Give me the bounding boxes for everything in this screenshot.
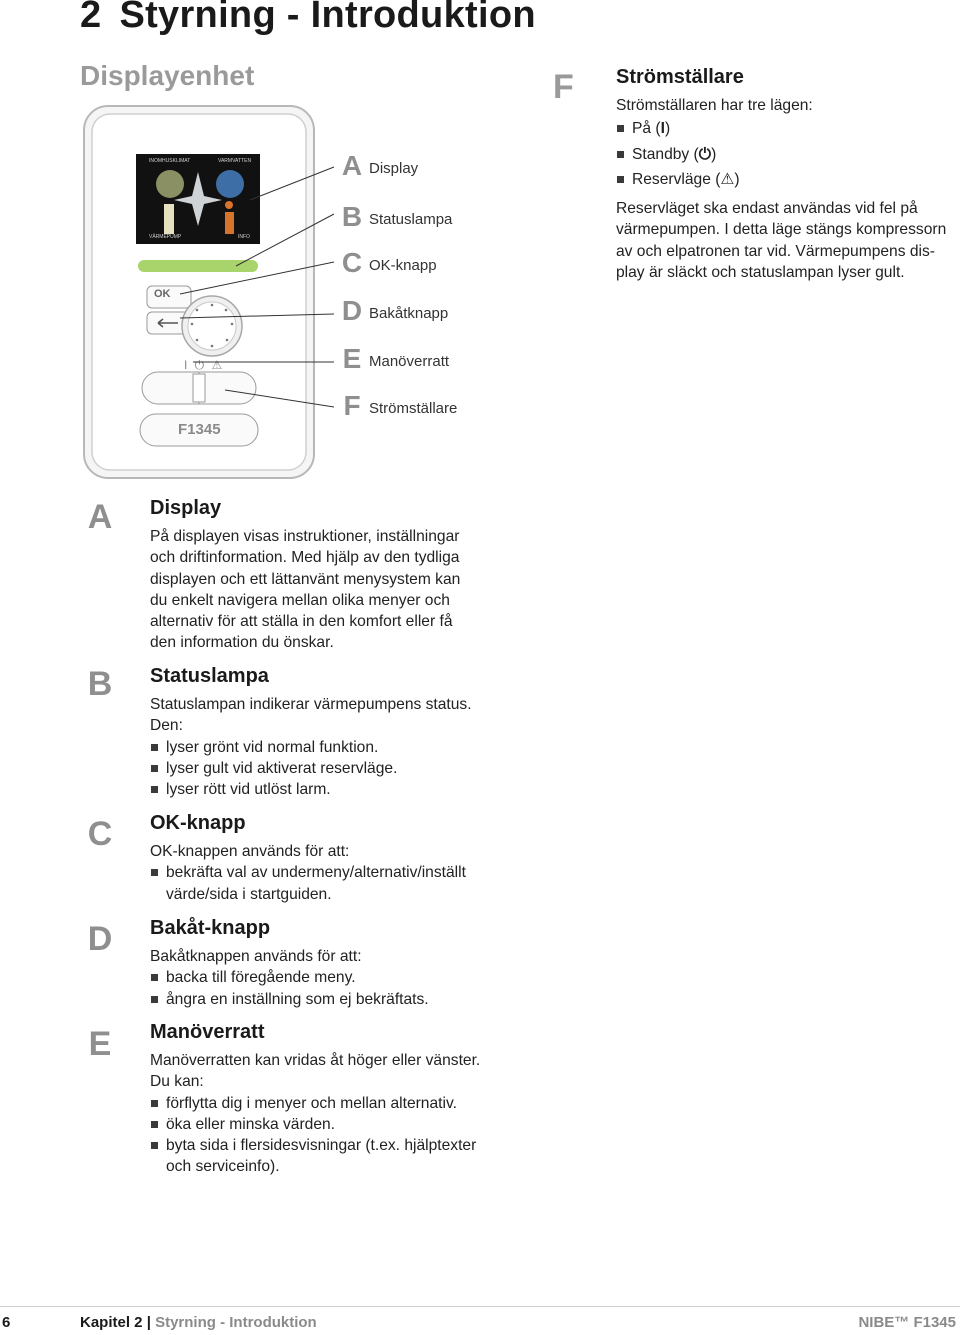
section-letter-b: B [87, 665, 113, 703]
footer-brand: NIBE™ F1345 [858, 1314, 956, 1331]
section-body-status-lamp: Statuslampan indikerar värmepumpens status. Den: lyser grönt vid normal funktion. lyser gult vid aktiverat reservläge. lyser rött vid utlöst larm. [150, 694, 510, 800]
callout-letter-c: C [341, 247, 363, 278]
list-item: öka eller minska värden. [150, 1114, 500, 1135]
section-title-ok-button: OK-knapp [150, 812, 246, 834]
callout-label-a: Display [369, 160, 419, 177]
list-item: lyser rött vid utlöst larm. [150, 779, 510, 800]
screen-label-heatpump: VÄRMEPUMP [149, 234, 182, 240]
list-item: lyser gult vid aktiverat reservläge. [150, 758, 510, 779]
callout-letter-d: D [341, 295, 363, 326]
chapter-number: 2 [80, 0, 102, 36]
section-status-lamp [150, 665, 510, 800]
section-letter-e: E [88, 1025, 112, 1063]
switch-mode-on: På (I) [616, 118, 956, 139]
callout-letter-a: A [341, 150, 363, 181]
switch-paragraph: Reservläget ska endast användas vid fel på värmepumpen. I detta läge stängs kompressorn av och elpatronen tar vid. Värmepumpens dis- play är släckt och statuslampan lyser gult. [616, 200, 947, 282]
section-body-display: På displayen visas instruktioner, inställningar och driftinformation. Med hjälp av den tydliga displayen och ett lättanvänt menysystem kan du enkelt navigera mellan olika menyer och alternativ för att ställa in den komfort eller få den information du önskar. [150, 528, 461, 652]
footer-chapter: Kapitel 2 | Styrning - Introduktion [80, 1314, 317, 1331]
section-letter-a: A [87, 498, 113, 536]
section-title-status-lamp: Statuslampa [150, 665, 269, 687]
section-display [150, 497, 510, 654]
switch-section-body [616, 95, 956, 283]
chapter-title: Styrning - Introduktion [119, 0, 536, 36]
list-item: lyser grönt vid normal funktion. [150, 737, 510, 758]
callout-letter-b: B [341, 201, 363, 232]
section-body-ok-button: OK-knappen används för att: bekräfta val av undermeny/alternativ/inställt värde/sida i startguiden. [150, 841, 500, 905]
list-item: bekräfta val av undermeny/alternativ/inställt värde/sida i startguiden. [150, 862, 500, 905]
callout-label-e: Manöverratt [369, 353, 450, 370]
list-item: backa till föregående meny. [150, 967, 510, 988]
switch-symbols: I ⏻ ⚠ [184, 358, 225, 372]
section-body-back-button: Bakåtknappen används för att: backa till föregående meny. ångra en inställning som ej bekräftats. [150, 946, 510, 1010]
switch-section-title: Strömställare [616, 66, 744, 88]
callout-label-f: Strömställare [369, 400, 458, 417]
list-item: ångra en inställning som ej bekräftats. [150, 989, 510, 1010]
screen-label-hotwater: VARMVATTEN [218, 158, 252, 164]
page-number: 6 [2, 1314, 11, 1331]
list-item: förflytta dig i menyer och mellan alternativ. [150, 1093, 500, 1114]
screen-label-info: INFO [238, 234, 250, 240]
section-letter-c: C [87, 815, 113, 853]
standby-icon: ⏻ [698, 145, 712, 163]
section-back-button [150, 917, 510, 1010]
callout-letter-e: E [342, 343, 362, 374]
section-ok-button [150, 812, 500, 905]
section-title: Displayenhet [80, 60, 255, 91]
switch-section-letter: F [553, 68, 574, 106]
screen-label-climate: INOMHUSKLIMAT [149, 158, 191, 164]
section-title-back-button: Bakåt-knapp [150, 917, 271, 939]
ok-button-label: OK [154, 288, 171, 300]
warning-icon: ⚠ [720, 170, 735, 188]
section-body-control-knob: Manöverratten kan vridas åt höger eller vänster. Du kan: förflytta dig i menyer och mellan alternativ. öka eller minska värden. byta sida i flersidesvisningar (t.ex. hjälptexter och serviceinfo). [150, 1050, 500, 1178]
callout-label-d: Bakåtknapp [369, 305, 449, 322]
model-label: F1345 [178, 421, 221, 438]
switch-intro: Strömställaren har tre lägen: [616, 97, 813, 114]
callout-letter-f: F [343, 390, 361, 421]
switch-mode-reserve: Reservläge (⚠) [616, 169, 956, 190]
callout-label-b: Statuslampa [369, 211, 453, 228]
section-title-display: Display [150, 497, 222, 519]
on-symbol: I [660, 120, 665, 138]
switch-mode-standby: Standby (⏻) [616, 144, 956, 165]
list-item: byta sida i flersidesvisningar (t.ex. hjälptexter och serviceinfo). [150, 1135, 500, 1178]
switch-modes-list [616, 118, 956, 190]
callout-label-c: OK-knapp [369, 257, 437, 274]
section-title-control-knob: Manöverratt [150, 1021, 265, 1043]
footer-divider [0, 1306, 960, 1307]
section-letter-d: D [87, 920, 113, 958]
section-control-knob [150, 1021, 500, 1178]
